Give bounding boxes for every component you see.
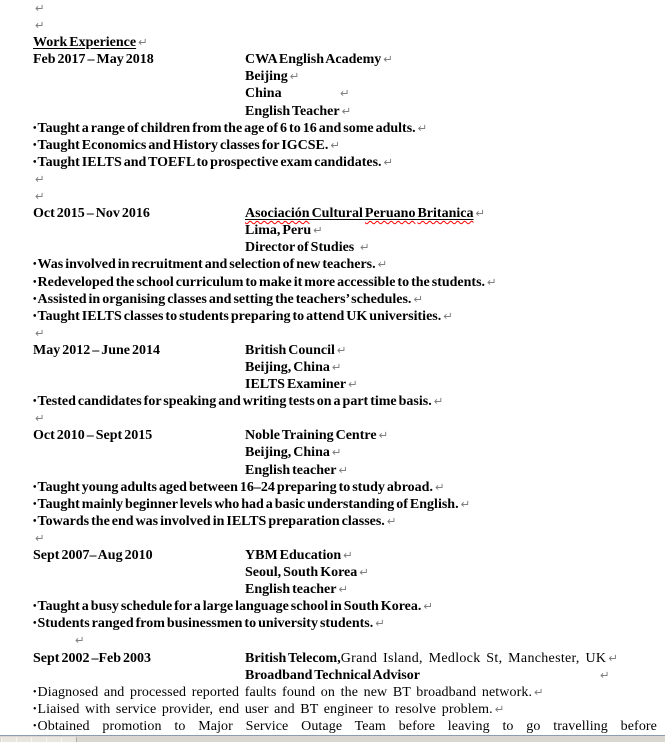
line-break-mark: ↵ [417, 120, 428, 135]
bullet-glyph: • [33, 310, 37, 322]
line-break-mark: ↵ [338, 462, 349, 477]
bullet-item [0, 479, 665, 496]
paragraph-mark: ↵ [75, 633, 85, 648]
company-name [245, 206, 473, 221]
entry-detail [0, 68, 665, 85]
bullet-glyph: • [33, 618, 37, 630]
detail-line [245, 359, 342, 376]
detail-text: English teacher [245, 462, 337, 478]
line-break-mark: ↵ [343, 548, 353, 562]
view-button-reading[interactable] [61, 737, 77, 742]
line-break-mark: ↵ [475, 206, 486, 221]
bullet-glyph: • [33, 481, 37, 493]
detail-text: Beijing, China [245, 359, 330, 375]
entry-date: Oct 2010 – Sept 2015 [33, 428, 153, 444]
line-break-mark: ↵ [413, 291, 424, 306]
paragraph-mark: ↵ [138, 35, 148, 50]
line-break-mark: ↵ [600, 667, 610, 682]
company-name: British Council [245, 342, 335, 358]
bullet-glyph: • [33, 156, 37, 168]
paragraph-mark: ↵ [35, 1, 45, 15]
detail-line [245, 68, 299, 85]
entry-detail [0, 239, 665, 256]
bullet-glyph: • [33, 601, 37, 613]
line-break-mark: ↵ [434, 479, 445, 494]
paragraph-mark: ↵ [35, 325, 45, 340]
line-break-mark: ↵ [383, 154, 394, 169]
paragraph-mark: ↵ [35, 530, 45, 545]
bullet-item [0, 256, 665, 273]
experience-entry [0, 342, 665, 359]
entry-detail [0, 564, 665, 581]
company-word: Asociación [245, 206, 310, 222]
detail-line [245, 667, 420, 684]
view-button-normal[interactable] [1, 737, 17, 742]
entry-company-line [245, 51, 393, 68]
bullet-item [0, 718, 657, 735]
paragraph-mark: ↵ [35, 189, 45, 204]
experience-entry [0, 650, 665, 667]
line-break-mark: ↵ [340, 86, 350, 101]
bullet-text: Taught Economics and History classes for IGCSE. [37, 137, 329, 153]
empty-line [0, 171, 665, 188]
bullet-item [0, 120, 665, 137]
entry-detail [0, 376, 665, 393]
detail-text: Lima, Peru [245, 223, 312, 239]
line-break-mark: ↵ [331, 359, 342, 374]
bullet-text: Diagnosed and processed reported faults found on the new BT broadband network. [37, 684, 533, 700]
view-button-outline[interactable] [46, 737, 62, 742]
bullet-item [0, 291, 665, 308]
detail-line [245, 239, 354, 256]
bullet-glyph: • [33, 276, 37, 288]
detail-line [245, 462, 348, 479]
entry-date: May 2012 – June 2014 [33, 342, 160, 358]
bullet-item [0, 393, 665, 410]
bullet-item [0, 598, 665, 615]
experience-entry [0, 427, 665, 444]
bullet-glyph: • [33, 720, 37, 732]
entry-company-line [245, 342, 347, 359]
bullet-item [0, 137, 665, 154]
experience-entry [0, 205, 665, 222]
company-word: Britanica [417, 206, 474, 222]
entry-detail [0, 359, 665, 376]
line-break-mark: ↵ [359, 565, 369, 580]
detail-text: Beijing, China [245, 445, 330, 461]
bullet-text: Taught young adults aged between 16–24 preparing to study abroad. [37, 479, 433, 495]
company-name: YBM Education [245, 548, 342, 563]
empty-line [0, 410, 665, 427]
bullet-glyph: • [33, 515, 37, 527]
bullet-glyph: • [33, 293, 37, 305]
detail-line [245, 85, 282, 102]
empty-line [0, 188, 665, 205]
company-address: Grand Island, Medlock St, Manchester, UK [340, 650, 607, 666]
line-break-mark: ↵ [338, 582, 349, 597]
detail-text: English teacher [245, 582, 337, 598]
heading-text: Work Experience [33, 35, 137, 51]
line-break-mark: ↵ [375, 616, 385, 631]
bullet-glyph: • [33, 139, 37, 151]
detail-text: English Teacher [245, 103, 340, 119]
detail-text: IELTS Examiner [245, 377, 347, 393]
entry-date: Feb 2017 – May 2018 [33, 52, 154, 68]
line-break-mark: ↵ [360, 240, 370, 255]
bullet-text: Taught IELTS classes to students preparing to attend UK universities. [37, 308, 442, 324]
paragraph-mark: ↵ [35, 171, 45, 186]
entry-detail [0, 444, 665, 461]
entry-company-line [245, 547, 353, 564]
bullet-glyph: • [33, 122, 37, 134]
bullet-item [0, 308, 665, 325]
bullet-text: Taught a range of children from the age of 6 to 16 and some adults. [37, 120, 416, 136]
entry-detail [0, 222, 665, 239]
detail-line [245, 581, 348, 598]
company-name: CWA English Academy [245, 52, 382, 68]
detail-text: Broadband Technical Advisor [245, 667, 420, 683]
detail-text: Director of Studies [245, 240, 355, 256]
entry-company-line [245, 205, 485, 222]
bullet-text: Towards the end was involved in IELTS preparation classes. [37, 513, 385, 529]
line-break-mark: ↵ [433, 394, 444, 409]
line-break-mark: ↵ [336, 342, 347, 357]
experience-entry [0, 547, 665, 564]
bullet-glyph: • [33, 498, 37, 510]
line-break-mark: ↵ [330, 137, 341, 152]
detail-text: China [245, 86, 282, 102]
line-break-mark: ↵ [460, 496, 471, 511]
line-break-mark: ↵ [289, 69, 300, 84]
entry-company-line [245, 650, 618, 667]
line-break-mark: ↵ [313, 223, 323, 238]
empty-line [0, 530, 665, 547]
empty-line [0, 0, 665, 17]
detail-line [245, 444, 342, 461]
entry-detail [0, 462, 665, 479]
bullet-glyph: • [33, 686, 37, 698]
entry-detail [0, 667, 665, 684]
line-break-mark: ↵ [383, 52, 393, 67]
paragraph-mark: ↵ [35, 411, 45, 426]
detail-text: Beijing [245, 69, 288, 85]
company-name: British Telecom, [245, 650, 341, 666]
entry-company-line [245, 427, 388, 444]
line-break-mark: ↵ [341, 103, 352, 118]
bullet-item [0, 154, 665, 171]
bullet-text: Taught IELTS and TOEFL to prospective exam candidates. [37, 154, 382, 170]
bullet-text: Obtained promotion to Major Service Outage Team before leaving to go travelling before [37, 718, 657, 734]
bullet-glyph: • [33, 703, 37, 715]
line-break-mark: ↵ [348, 377, 358, 392]
bullet-text: Assisted in organising classes and setting the teachers’ schedules. [37, 291, 412, 307]
bullet-item [0, 684, 665, 701]
bullet-text: Tested candidates for speaking and writing tests on a part time basis. [37, 394, 432, 410]
empty-line [0, 17, 665, 34]
line-break-mark: ↵ [494, 701, 505, 716]
company-word: Peruano [364, 206, 416, 222]
section-heading [0, 34, 665, 51]
bullet-item [0, 274, 665, 291]
line-break-mark: ↵ [423, 599, 434, 614]
bullet-item [0, 615, 665, 632]
empty-line [0, 632, 665, 649]
bullet-item [0, 513, 665, 530]
bullet-text: Students ranged from businessmen to university students. [37, 616, 374, 632]
entry-detail [0, 103, 665, 120]
bullet-text: Was involved in recruitment and selection of new teachers. [37, 257, 376, 273]
line-break-mark: ↵ [608, 650, 618, 665]
view-button-print[interactable] [31, 737, 47, 742]
line-break-mark: ↵ [443, 308, 453, 323]
entry-detail [0, 581, 665, 598]
detail-line [245, 564, 369, 581]
paragraph-mark: ↵ [35, 18, 45, 33]
entry-date: Sept 2002 –Feb 2003 [33, 650, 151, 666]
detail-line [245, 103, 351, 120]
horizontal-scrollbar[interactable] [0, 735, 665, 742]
bullet-glyph: • [33, 259, 37, 271]
company-word: Cultural [311, 206, 363, 222]
bullet-item [0, 496, 665, 513]
bullet-text: Taught a busy schedule for a large language school in South Korea. [37, 599, 422, 615]
entry-date: Sept 2007– Aug 2010 [33, 548, 153, 563]
line-break-mark: ↵ [331, 445, 342, 460]
line-break-mark: ↵ [534, 684, 544, 699]
detail-line [245, 222, 323, 239]
entry-detail [0, 85, 665, 102]
bullet-text: Taught mainly beginner levels who had a basic understanding of English. [37, 496, 459, 512]
bullet-text: Liaised with service provider, end user and BT engineer to resolve problem. [37, 701, 493, 717]
bullet-item [0, 701, 665, 718]
view-button-web[interactable] [16, 737, 32, 742]
empty-line [0, 325, 665, 342]
line-break-mark: ↵ [386, 513, 397, 528]
entry-date: Oct 2015 – Nov 2016 [33, 206, 150, 222]
detail-line [245, 376, 358, 393]
detail-text: Seoul, South Korea [245, 565, 358, 581]
line-break-mark: ↵ [487, 274, 497, 289]
bullet-text: Redeveloped the school curriculum to make it more accessible to the students. [37, 274, 486, 290]
company-name: Noble Training Centre [245, 428, 377, 444]
experience-entry [0, 51, 665, 68]
line-break-mark: ↵ [377, 257, 388, 272]
bullet-glyph: • [33, 396, 37, 408]
line-break-mark: ↵ [378, 428, 389, 443]
